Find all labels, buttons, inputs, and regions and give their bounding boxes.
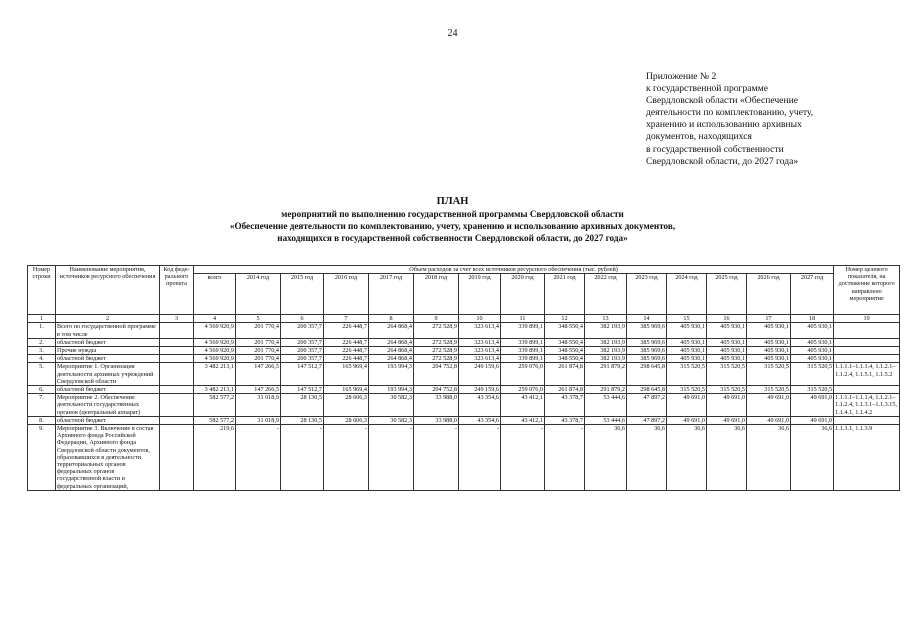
- appendix-line: Приложение № 2: [646, 71, 717, 82]
- value-cell: 201 770,4: [236, 347, 281, 355]
- value-cell: 49 691,0: [791, 416, 834, 424]
- row-name-cell: областной бюджет: [56, 386, 160, 394]
- value-cell: 382 193,9: [585, 323, 627, 338]
- value-cell: 47 897,2: [627, 416, 667, 424]
- value-cell: 405 930,1: [791, 323, 834, 338]
- table-row: [28, 425, 900, 491]
- value-cell: 28 130,5: [281, 394, 324, 417]
- row-target-cell: [834, 386, 900, 394]
- value-cell: 405 930,1: [791, 347, 834, 355]
- value-cell: 405 930,1: [667, 347, 707, 355]
- value-cell: 291 879,2: [585, 363, 627, 386]
- value-cell: 264 868,4: [369, 338, 414, 346]
- row-code-cell: [160, 394, 194, 417]
- header-row-number: Номер строки: [28, 266, 56, 315]
- header-target: Номер целевого показателя, на достижение которого направлено мероприятие: [834, 266, 900, 315]
- value-cell: 200 357,7: [281, 355, 324, 363]
- value-cell: 298 645,8: [627, 363, 667, 386]
- value-cell: 405 930,1: [747, 323, 791, 338]
- row-number-cell: 1.: [28, 323, 56, 338]
- header-volume: Объем расходов за счет всех источников ресурсного обеспечения (тыс. рублей): [194, 266, 834, 274]
- column-number: 14: [627, 315, 667, 323]
- value-cell: 291 879,2: [585, 386, 627, 394]
- value-cell: 193 994,3: [369, 386, 414, 394]
- value-cell: -: [501, 425, 545, 491]
- value-cell: 385 969,6: [627, 355, 667, 363]
- value-cell: -: [459, 425, 501, 491]
- value-cell: 272 528,9: [414, 355, 459, 363]
- value-cell: 323 613,4: [459, 323, 501, 338]
- value-cell: 315 520,5: [747, 363, 791, 386]
- value-cell: 298 645,8: [627, 386, 667, 394]
- value-cell: -: [281, 425, 324, 491]
- value-cell: 204 752,8: [414, 363, 459, 386]
- value-cell: 49 691,0: [667, 394, 707, 417]
- value-cell: 36,6: [747, 425, 791, 491]
- heading-line: находящихся в государственной собственности Свердловской области, до 2027 года»: [277, 233, 628, 243]
- value-cell: 348 550,4: [545, 323, 585, 338]
- value-cell: 47 897,2: [627, 394, 667, 417]
- value-cell: 147 512,7: [281, 363, 324, 386]
- row-name-cell: Мероприятие 1. Организация деятельности архивных учреждений Свердловской области: [56, 363, 160, 386]
- row-code-cell: [160, 416, 194, 424]
- document-heading: [0, 196, 905, 244]
- row-target-cell: 1.1.1.1–1.1.1.4, 1.1.2.1–1.1.2.4, 1.1.3.1–1.1.3.15, 1.1.4.1, 1.1.4.2: [834, 394, 900, 417]
- row-code-cell: [160, 347, 194, 355]
- value-cell: 582 577,2: [194, 416, 236, 424]
- column-number: 5: [236, 315, 281, 323]
- value-cell: 219,6: [194, 425, 236, 491]
- appendix-line: в государственной собственности: [646, 143, 784, 155]
- value-cell: 385 969,6: [627, 347, 667, 355]
- column-number: 8: [369, 315, 414, 323]
- value-cell: 49 691,0: [707, 394, 747, 417]
- value-cell: -: [545, 425, 585, 491]
- appendix-line: Свердловской области «Обеспечение: [646, 95, 798, 107]
- row-name-cell: областной бюджет: [56, 338, 160, 346]
- value-cell: 315 520,5: [791, 386, 834, 394]
- value-cell: 36,6: [585, 425, 627, 491]
- header-year: 2022 год: [585, 274, 627, 315]
- value-cell: 315 520,5: [667, 363, 707, 386]
- value-cell: 405 930,1: [667, 323, 707, 338]
- value-cell: 339 899,1: [501, 323, 545, 338]
- value-cell: 405 930,1: [667, 338, 707, 346]
- value-cell: -: [369, 425, 414, 491]
- row-target-cell: [834, 355, 900, 363]
- value-cell: -: [236, 425, 281, 491]
- header-year: 2016 год: [324, 274, 369, 315]
- appendix-line: Свердловской области, до 2027 года»: [646, 155, 799, 167]
- header-year: 2025 год: [707, 274, 747, 315]
- value-cell: 264 868,4: [369, 323, 414, 338]
- value-cell: 249 159,6: [459, 386, 501, 394]
- value-cell: 31 018,9: [236, 394, 281, 417]
- header-year: 2020 год: [501, 274, 545, 315]
- value-cell: 264 868,4: [369, 347, 414, 355]
- heading-line: «Обеспечение деятельности по комплектованию, учету, хранению и использованию архивных документов,: [229, 221, 676, 231]
- column-number: 11: [501, 315, 545, 323]
- row-code-cell: [160, 363, 194, 386]
- row-name-cell: областной бюджет: [56, 355, 160, 363]
- header-total: всего: [194, 274, 236, 315]
- value-cell: 33 988,0: [414, 394, 459, 417]
- header-year: 2015 год: [281, 274, 324, 315]
- row-number-cell: 2.: [28, 338, 56, 346]
- appendix-note: [646, 71, 866, 168]
- value-cell: 405 930,1: [747, 355, 791, 363]
- value-cell: 43 378,7: [545, 394, 585, 417]
- value-cell: 315 520,5: [747, 386, 791, 394]
- row-number-cell: 8.: [28, 416, 56, 424]
- value-cell: 28 606,3: [324, 394, 369, 417]
- column-number: 18: [791, 315, 834, 323]
- value-cell: 36,6: [791, 425, 834, 491]
- value-cell: 147 266,5: [236, 363, 281, 386]
- value-cell: 193 994,3: [369, 363, 414, 386]
- value-cell: 348 550,4: [545, 347, 585, 355]
- value-cell: 165 969,4: [324, 386, 369, 394]
- value-cell: 226 448,7: [324, 323, 369, 338]
- header-year: 2014 год: [236, 274, 281, 315]
- value-cell: 201 770,4: [236, 338, 281, 346]
- value-cell: 339 899,1: [501, 338, 545, 346]
- column-number: 19: [834, 315, 900, 323]
- value-cell: 259 076,0: [501, 386, 545, 394]
- table-row: [28, 347, 900, 355]
- value-cell: 33 988,0: [414, 416, 459, 424]
- column-number: 12: [545, 315, 585, 323]
- column-number: 2: [56, 315, 160, 323]
- value-cell: 49 691,0: [667, 416, 707, 424]
- row-target-cell: 1.1.1.1–1.1.1.4, 1.1.2.1–1.1.2.4, 1.1.5.1, 1.1.5.2: [834, 363, 900, 386]
- row-target-cell: [834, 323, 900, 338]
- header-year: 2024 год: [667, 274, 707, 315]
- heading-line: мероприятий по выполнению государственной программы Свердловской области: [281, 209, 624, 219]
- column-number: 9: [414, 315, 459, 323]
- value-cell: 385 969,6: [627, 323, 667, 338]
- value-cell: 49 691,0: [707, 416, 747, 424]
- row-target-cell: [834, 347, 900, 355]
- column-number: 15: [667, 315, 707, 323]
- header-year: 2017 год: [369, 274, 414, 315]
- value-cell: 323 613,4: [459, 355, 501, 363]
- header-year: 2019 год: [459, 274, 501, 315]
- column-number: 10: [459, 315, 501, 323]
- table-row: [28, 323, 900, 338]
- value-cell: 43 354,6: [459, 416, 501, 424]
- row-number-cell: 4.: [28, 355, 56, 363]
- value-cell: 405 930,1: [791, 338, 834, 346]
- table-row: [28, 355, 900, 363]
- column-number: 13: [585, 315, 627, 323]
- row-number-cell: 5.: [28, 363, 56, 386]
- appendix-line: хранению и использованию архивных: [646, 119, 802, 131]
- value-cell: 272 528,9: [414, 347, 459, 355]
- row-name-cell: Мероприятие 3. Включение в состав Архивного фонда Российской Федерации, Архивного фонда Свердловской области документов, образовавшихся в деятельности территориальных органов федеральных органов государственной власти и федеральных организаций,: [56, 425, 160, 491]
- header-name: Наименование мероприятия, источников ресурсного обеспечения: [56, 266, 160, 315]
- row-number-cell: 6.: [28, 386, 56, 394]
- document-title: ПЛАН: [436, 196, 469, 207]
- row-code-cell: [160, 386, 194, 394]
- value-cell: 200 357,7: [281, 347, 324, 355]
- value-cell: 315 520,5: [667, 386, 707, 394]
- row-code-cell: [160, 338, 194, 346]
- column-number: 16: [707, 315, 747, 323]
- value-cell: 43 354,6: [459, 394, 501, 417]
- value-cell: 36,6: [667, 425, 707, 491]
- value-cell: 405 930,1: [707, 323, 747, 338]
- value-cell: 315 520,5: [707, 386, 747, 394]
- value-cell: 36,6: [707, 425, 747, 491]
- table-row: [28, 363, 900, 386]
- header-year: 2027 год: [791, 274, 834, 315]
- value-cell: 43 412,1: [501, 416, 545, 424]
- value-cell: 165 969,4: [324, 363, 369, 386]
- value-cell: 405 930,1: [791, 355, 834, 363]
- column-number: 17: [747, 315, 791, 323]
- value-cell: 405 930,1: [707, 347, 747, 355]
- value-cell: 30 582,3: [369, 416, 414, 424]
- value-cell: 147 512,7: [281, 386, 324, 394]
- value-cell: 147 266,5: [236, 386, 281, 394]
- row-target-cell: [834, 416, 900, 424]
- value-cell: 31 018,9: [236, 416, 281, 424]
- value-cell: 4 569 920,9: [194, 347, 236, 355]
- appendix-line: документов, находящихся: [646, 131, 752, 143]
- value-cell: 323 613,4: [459, 347, 501, 355]
- value-cell: 382 193,9: [585, 338, 627, 346]
- value-cell: 204 752,8: [414, 386, 459, 394]
- value-cell: 339 899,1: [501, 355, 545, 363]
- value-cell: 53 444,6: [585, 416, 627, 424]
- value-cell: 200 357,7: [281, 338, 324, 346]
- header-code: Код феде-рального проекта: [160, 266, 194, 315]
- value-cell: 259 076,0: [501, 363, 545, 386]
- value-cell: 315 520,5: [707, 363, 747, 386]
- value-cell: 261 874,8: [545, 386, 585, 394]
- row-number-cell: 9.: [28, 425, 56, 491]
- header-year: 2018 год: [414, 274, 459, 315]
- column-number: 1: [28, 315, 56, 323]
- value-cell: 249 159,6: [459, 363, 501, 386]
- value-cell: 43 378,7: [545, 416, 585, 424]
- row-code-cell: [160, 425, 194, 491]
- value-cell: 226 448,7: [324, 347, 369, 355]
- value-cell: 272 528,9: [414, 323, 459, 338]
- value-cell: 226 448,7: [324, 338, 369, 346]
- value-cell: 382 193,9: [585, 355, 627, 363]
- value-cell: -: [414, 425, 459, 491]
- table-row: [28, 386, 900, 394]
- row-name-cell: областной бюджет: [56, 416, 160, 424]
- row-name-cell: Прочие нужды: [56, 347, 160, 355]
- value-cell: -: [324, 425, 369, 491]
- header-year: 2023 год: [627, 274, 667, 315]
- row-target-cell: [834, 338, 900, 346]
- value-cell: 3 482 213,1: [194, 386, 236, 394]
- value-cell: 30 582,3: [369, 394, 414, 417]
- value-cell: 348 550,4: [545, 355, 585, 363]
- row-number-cell: 7.: [28, 394, 56, 417]
- column-number: 7: [324, 315, 369, 323]
- plan-table: [27, 265, 900, 491]
- value-cell: 3 482 213,1: [194, 363, 236, 386]
- appendix-line: к государственной программе: [646, 83, 768, 95]
- value-cell: 405 930,1: [747, 347, 791, 355]
- value-cell: 49 691,0: [747, 394, 791, 417]
- value-cell: 53 444,6: [585, 394, 627, 417]
- value-cell: 382 193,9: [585, 347, 627, 355]
- value-cell: 4 569 920,9: [194, 355, 236, 363]
- value-cell: 405 930,1: [707, 355, 747, 363]
- column-number: 6: [281, 315, 324, 323]
- value-cell: 323 613,4: [459, 338, 501, 346]
- value-cell: 200 357,7: [281, 323, 324, 338]
- value-cell: 405 930,1: [747, 338, 791, 346]
- header-year: 2026 год: [747, 274, 791, 315]
- row-target-cell: 1.1.3.1, 1.1.3.9: [834, 425, 900, 491]
- row-number-cell: 3.: [28, 347, 56, 355]
- value-cell: 385 969,6: [627, 338, 667, 346]
- value-cell: 36,6: [627, 425, 667, 491]
- value-cell: 49 691,0: [747, 416, 791, 424]
- value-cell: 201 770,4: [236, 355, 281, 363]
- row-code-cell: [160, 355, 194, 363]
- value-cell: 339 899,1: [501, 347, 545, 355]
- value-cell: 28 130,5: [281, 416, 324, 424]
- appendix-line: деятельности по комплектованию, учету,: [646, 107, 814, 119]
- value-cell: 49 691,0: [791, 394, 834, 417]
- page-number: 24: [447, 28, 458, 39]
- table-row: [28, 394, 900, 417]
- table-row: [28, 416, 900, 424]
- column-number: 3: [160, 315, 194, 323]
- value-cell: 405 930,1: [667, 355, 707, 363]
- value-cell: 201 770,4: [236, 323, 281, 338]
- value-cell: 315 520,5: [791, 363, 834, 386]
- value-cell: 4 569 920,9: [194, 323, 236, 338]
- row-code-cell: [160, 323, 194, 338]
- value-cell: 582 577,2: [194, 394, 236, 417]
- value-cell: 405 930,1: [707, 338, 747, 346]
- row-name-cell: Всего по государственной программе в том числе: [56, 323, 160, 338]
- value-cell: 4 569 920,9: [194, 338, 236, 346]
- table-row: [28, 338, 900, 346]
- header-year: 2021 год: [545, 274, 585, 315]
- value-cell: 43 412,1: [501, 394, 545, 417]
- value-cell: 348 550,4: [545, 338, 585, 346]
- value-cell: 272 528,9: [414, 338, 459, 346]
- value-cell: 226 448,7: [324, 355, 369, 363]
- value-cell: 28 606,3: [324, 416, 369, 424]
- row-name-cell: Мероприятие 2. Обеспечение деятельности государственных органов (центральный аппарат): [56, 394, 160, 417]
- value-cell: 264 868,4: [369, 355, 414, 363]
- column-number: 4: [194, 315, 236, 323]
- value-cell: 261 874,8: [545, 363, 585, 386]
